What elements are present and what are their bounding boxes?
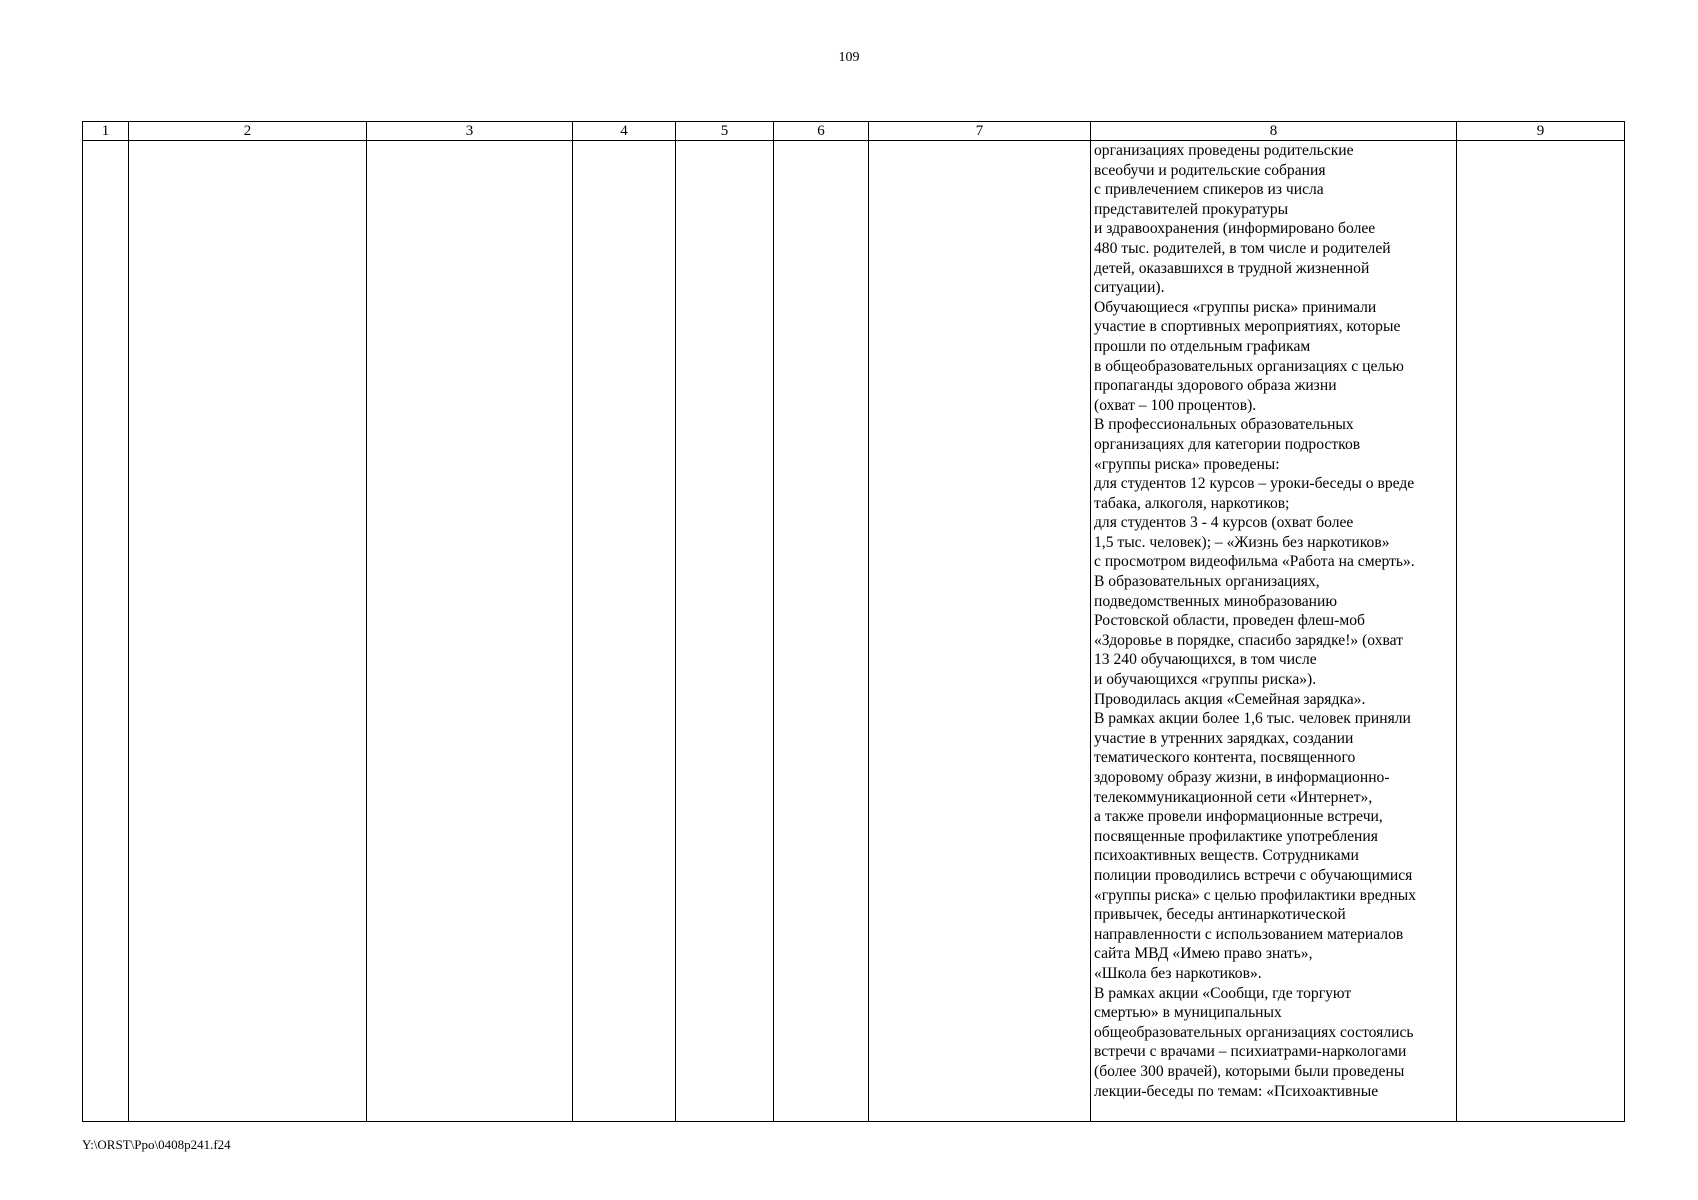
column-header-9: 9 <box>1457 122 1625 141</box>
table-cell-col1 <box>83 141 129 1122</box>
table-cell-col3 <box>367 141 573 1122</box>
column-header-5: 5 <box>676 122 774 141</box>
column-header-3: 3 <box>367 122 573 141</box>
table-cell-col2 <box>129 141 367 1122</box>
column-header-8: 8 <box>1091 122 1457 141</box>
column-number-row <box>83 122 1625 141</box>
table-cell-col8 <box>1091 141 1457 1122</box>
column-header-4: 4 <box>573 122 676 141</box>
table-cell-col7 <box>869 141 1091 1122</box>
page-number: 109 <box>838 50 860 65</box>
table-cell-col9 <box>1457 141 1625 1122</box>
table-cell-col6 <box>774 141 869 1122</box>
table-row <box>83 141 1625 1122</box>
measures-description-text: организациях проведены родительские всеобучи и родительские собрания с привлечением спикеров из числа представителей прокуратуры и здравоохранения (информировано более 480 тыс. родителей, в том числе и родителей детей, оказавшихся в трудной жизненной ситуации). Обучающиеся «группы риска» принимали участие в спортивных мероприятиях, которые прошли по отдельным графикам в общеобразовательных организациях с целью пропаганды здорового образа жизни (охват – 100 процентов). В профессиональных образовательных организациях для категории подростков «группы риска» проведены: для студентов 12 курсов – уроки-беседы о вреде табака, алкоголя, наркотиков; для студентов 3 - 4 курсов (охват более 1,5 тыс. человек); – «Жизнь без наркотиков» с просмотром видеофильма «Работа на смерть». В образовательных организациях, подведомственных минобразованию Ростовской области, проведен флеш-моб «Здоровье в порядке, спасибо зарядке!» (охват 13 240 обучающихся, в том числе и обучающихся «группы риска»). Проводилась акция «Семейная зарядка». В рамках акции более 1,6 тыс. человек приняли участие в утренних зарядках, создании тематического контента, посвященного здоровому образу жизни, в информационно- телекоммуникационной сети «Интернет», а также провели информационные встречи, посвященные профилактике употребления психоактивных веществ. Сотрудниками полиции проводились встречи с обучающимися «группы риска» с целью профилактики вредных привычек, беседы антинаркотической направленности с использованием материалов сайта МВД «Имею право знать», «Школа без наркотиков». В рамках акции «Сообщи, где торгуют смертью» в муниципальных общеобразовательных организациях состоялись встречи с врачами – психиатрами-наркологами (более 300 врачей), которыми были проведены лекции-беседы по темам: «Психоактивные <box>1094 142 1417 1100</box>
column-header-1: 1 <box>83 122 129 141</box>
table-cell-col4 <box>573 141 676 1122</box>
footer-file-path: Y:\ORST\Ppo\0408p241.f24 <box>82 1137 231 1152</box>
column-header-6: 6 <box>774 122 869 141</box>
table-cell-col5 <box>676 141 774 1122</box>
column-header-7: 7 <box>869 122 1091 141</box>
report-table <box>82 121 1625 1122</box>
column-header-2: 2 <box>129 122 367 141</box>
